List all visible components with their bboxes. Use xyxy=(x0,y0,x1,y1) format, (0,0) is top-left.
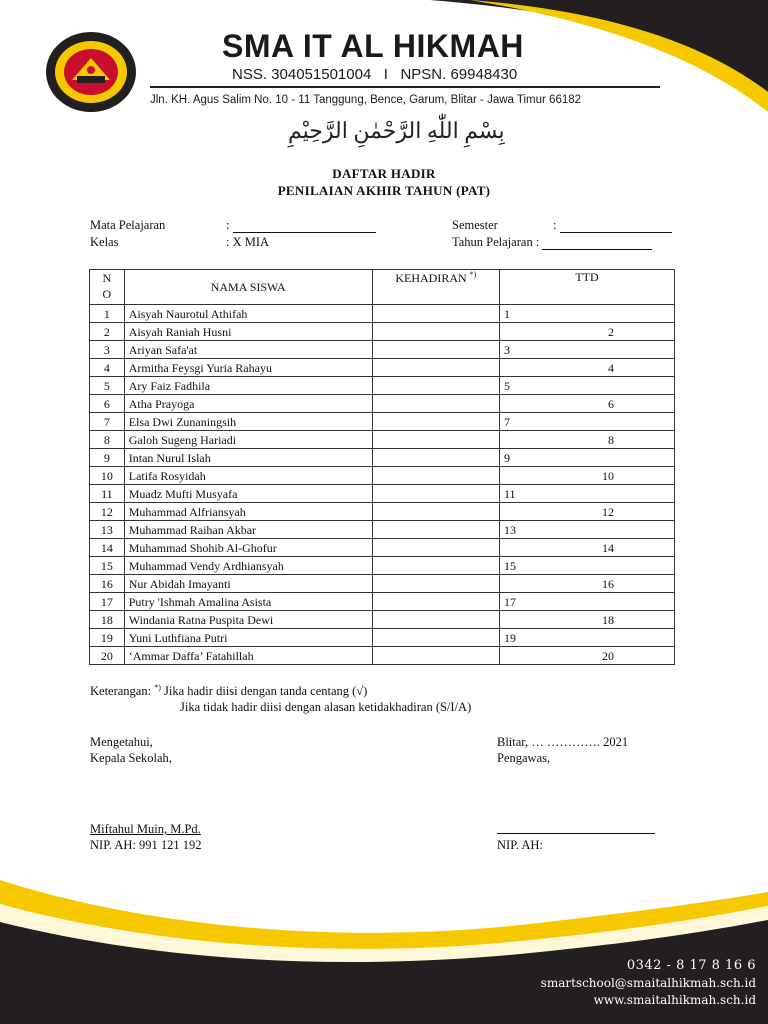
row-signature-cell[interactable]: 19 xyxy=(500,629,675,647)
row-signature-cell[interactable]: 12 xyxy=(500,503,675,521)
row-no: 8 xyxy=(90,431,125,449)
tahun-label: Tahun Pelajaran : xyxy=(452,235,540,249)
notes-text-1: Jika hadir diisi dengan tanda centang (√) xyxy=(164,684,368,699)
row-student-name: Intan Nurul Islah xyxy=(124,449,372,467)
row-student-name: ‘Ammar Daffa’ Fatahillah xyxy=(124,647,372,665)
col-ttd-header: TTD xyxy=(500,270,675,305)
row-no: 2 xyxy=(90,323,125,341)
col-name-header xyxy=(124,270,372,305)
row-student-name: Atha Prayoga xyxy=(124,395,372,413)
semester-blank xyxy=(560,220,672,233)
footer-website[interactable]: www.smaitalhikmah.sch.id xyxy=(593,993,756,1007)
row-no: 9 xyxy=(90,449,125,467)
row-student-name: Elsa Dwi Zunaningsih xyxy=(124,413,372,431)
table-row xyxy=(90,557,675,575)
sig-right-line1: Blitar, … …………. 2021 xyxy=(497,735,629,749)
row-signature-cell[interactable]: 3 xyxy=(500,341,675,359)
table-row xyxy=(90,629,675,647)
row-signature-cell[interactable]: 1 xyxy=(500,305,675,323)
row-signature-cell[interactable]: 8 xyxy=(500,431,675,449)
row-signature-cell[interactable]: 5 xyxy=(500,377,675,395)
col-no-header: N O xyxy=(90,270,125,305)
table-row xyxy=(90,341,675,359)
school-name: SMA IT AL HIKMAH xyxy=(222,28,524,64)
col-name-text: NAMA SISWA xyxy=(210,279,286,294)
row-student-name: Muhammad Raihan Akbar xyxy=(124,521,372,539)
footer-phone: 0342 - 8 17 8 16 6 xyxy=(626,958,756,973)
row-no: 5 xyxy=(90,377,125,395)
mapel-colon: : xyxy=(226,218,230,232)
sig-left-line1: Mengetahui, xyxy=(90,735,153,749)
row-student-name: Aisyah Raniah Husni xyxy=(124,323,372,341)
table-row xyxy=(90,305,675,323)
row-no: 16 xyxy=(90,575,125,593)
table-row xyxy=(90,593,675,611)
row-signature-cell[interactable]: 4 xyxy=(500,359,675,377)
row-signature-cell[interactable]: 13 xyxy=(500,521,675,539)
row-student-name: Muadz Mufti Musyafa xyxy=(124,485,372,503)
row-no: 6 xyxy=(90,395,125,413)
row-no: 15 xyxy=(90,557,125,575)
row-attendance-cell[interactable] xyxy=(372,431,499,449)
school-address: Jln. KH. Agus Salim No. 10 - 11 Tanggung, Bence, Garum, Blitar - Jawa Timur 66182 xyxy=(150,94,582,106)
sig-right-line2: Pengawas, xyxy=(497,751,551,765)
table-row xyxy=(90,431,675,449)
row-signature-cell[interactable]: 15 xyxy=(500,557,675,575)
table-row xyxy=(90,395,675,413)
row-attendance-cell[interactable] xyxy=(372,521,499,539)
kelas-label: Kelas xyxy=(90,235,119,249)
row-student-name: Muhammad Shohib Al-Ghofur xyxy=(124,539,372,557)
table-row xyxy=(90,485,675,503)
table-row xyxy=(90,377,675,395)
sig-left-line2: Kepala Sekolah, xyxy=(90,751,172,765)
table-header-row xyxy=(90,270,675,305)
header-divider xyxy=(150,86,660,88)
row-student-name: Muhammad Alfriansyah xyxy=(124,503,372,521)
row-signature-cell[interactable]: 9 xyxy=(500,449,675,467)
row-student-name: Aisyah Naurotul Athifah xyxy=(124,305,372,323)
notes-line-1 xyxy=(90,683,367,699)
semester-field[interactable] xyxy=(553,218,672,233)
row-signature-cell[interactable]: 16 xyxy=(500,575,675,593)
row-student-name: Galoh Sugeng Hariadi xyxy=(124,431,372,449)
row-signature-cell[interactable]: 20 xyxy=(500,647,675,665)
tahun-field[interactable] xyxy=(452,235,652,250)
row-student-name: Putry 'Ishmah Amalina Asista xyxy=(124,593,372,611)
semester-colon: : xyxy=(553,218,557,232)
row-attendance-cell[interactable] xyxy=(372,503,499,521)
row-attendance-cell[interactable] xyxy=(372,539,499,557)
doc-subtitle: PENILAIAN AKHIR TAHUN (PAT) xyxy=(277,183,491,198)
row-signature-cell[interactable]: 10 xyxy=(500,467,675,485)
row-signature-cell[interactable]: 6 xyxy=(500,395,675,413)
table-row xyxy=(90,467,675,485)
mapel-blank xyxy=(233,220,376,233)
table-row xyxy=(90,647,675,665)
row-attendance-cell[interactable] xyxy=(372,575,499,593)
row-no: 19 xyxy=(90,629,125,647)
row-student-name: Ariyan Safa'at xyxy=(124,341,372,359)
row-no: 12 xyxy=(90,503,125,521)
row-attendance-cell[interactable] xyxy=(372,593,499,611)
kelas-value: : X MIA xyxy=(226,235,270,249)
attendance-body xyxy=(90,305,675,665)
row-attendance-cell[interactable] xyxy=(372,449,499,467)
row-student-name: Armitha Feysgi Yuria Rahayu xyxy=(124,359,372,377)
principal-nip: NIP. AH: 991 121 192 xyxy=(90,838,202,852)
row-no: 14 xyxy=(90,539,125,557)
row-attendance-cell[interactable] xyxy=(372,323,499,341)
row-attendance-cell[interactable] xyxy=(372,629,499,647)
row-no: 3 xyxy=(90,341,125,359)
row-no: 13 xyxy=(90,521,125,539)
row-no: 10 xyxy=(90,467,125,485)
attendance-table xyxy=(89,269,675,665)
row-attendance-cell[interactable] xyxy=(372,647,499,665)
notes-label: Keterangan: xyxy=(90,684,152,699)
principal-name: Miftahul Muin, M.Pd. xyxy=(90,822,201,836)
row-no: 18 xyxy=(90,611,125,629)
row-student-name: Ary Faiz Fadhila xyxy=(124,377,372,395)
row-attendance-cell[interactable] xyxy=(372,611,499,629)
row-no: 11 xyxy=(90,485,125,503)
doc-title: DAFTAR HADIR xyxy=(332,166,436,181)
row-signature-cell[interactable]: 17 xyxy=(500,593,675,611)
table-row xyxy=(90,575,675,593)
col-hadir-header xyxy=(372,270,499,305)
row-student-name: Muhammad Vendy Ardhiansyah xyxy=(124,557,372,575)
row-student-name: Windania Ratna Puspita Dewi xyxy=(124,611,372,629)
row-attendance-cell[interactable] xyxy=(372,467,499,485)
row-attendance-cell[interactable] xyxy=(372,413,499,431)
mapel-field[interactable] xyxy=(226,218,376,233)
row-student-name: Nur Abidah Imayanti xyxy=(124,575,372,593)
footer-email[interactable]: smartschool@smaitalhikmah.sch.id xyxy=(540,976,756,990)
table-row xyxy=(90,413,675,431)
row-attendance-cell[interactable] xyxy=(372,395,499,413)
row-signature-cell[interactable]: 11 xyxy=(500,485,675,503)
row-signature-cell[interactable]: 7 xyxy=(500,413,675,431)
row-signature-cell[interactable]: 18 xyxy=(500,611,675,629)
row-no: 1 xyxy=(90,305,125,323)
row-attendance-cell[interactable] xyxy=(372,557,499,575)
table-row xyxy=(90,503,675,521)
table-row xyxy=(90,539,675,557)
nss-npsn: NSS. 304051501004 I NPSN. 69948430 xyxy=(232,66,518,83)
row-attendance-cell[interactable] xyxy=(372,485,499,503)
supervisor-nip: NIP. AH: xyxy=(497,838,543,852)
table-row xyxy=(90,611,675,629)
row-no: 7 xyxy=(90,413,125,431)
tahun-blank xyxy=(542,237,652,250)
semester-label: Semester xyxy=(452,218,498,232)
row-attendance-cell[interactable] xyxy=(372,359,499,377)
row-no: 17 xyxy=(90,593,125,611)
row-student-name: Yuni Luthfiana Putri xyxy=(124,629,372,647)
table-row xyxy=(90,449,675,467)
notes-text-2: Jika tidak hadir diisi dengan alasan ketidakhadiran (S/I/A) xyxy=(180,700,472,714)
row-signature-cell[interactable]: 2 xyxy=(500,323,675,341)
table-row xyxy=(90,323,675,341)
col-hadir-mark: *) xyxy=(469,270,477,279)
notes-mark: *) xyxy=(154,683,161,692)
supervisor-signature-line[interactable] xyxy=(497,833,655,834)
row-signature-cell[interactable]: 14 xyxy=(500,539,675,557)
row-attendance-cell[interactable] xyxy=(372,377,499,395)
row-attendance-cell[interactable] xyxy=(372,341,499,359)
bismillah-calligraphy: بِسْمِ اللّٰهِ الرَّحْمٰنِ الرَّحِيْمِ xyxy=(288,118,505,143)
row-attendance-cell[interactable] xyxy=(372,305,499,323)
col-hadir-text: KEHADIRAN xyxy=(395,271,467,285)
row-student-name: Latifa Rosyidah xyxy=(124,467,372,485)
school-logo xyxy=(44,30,138,114)
table-row xyxy=(90,359,675,377)
mapel-label: Mata Pelajaran xyxy=(90,218,166,232)
table-row xyxy=(90,521,675,539)
row-no: 4 xyxy=(90,359,125,377)
row-no: 20 xyxy=(90,647,125,665)
